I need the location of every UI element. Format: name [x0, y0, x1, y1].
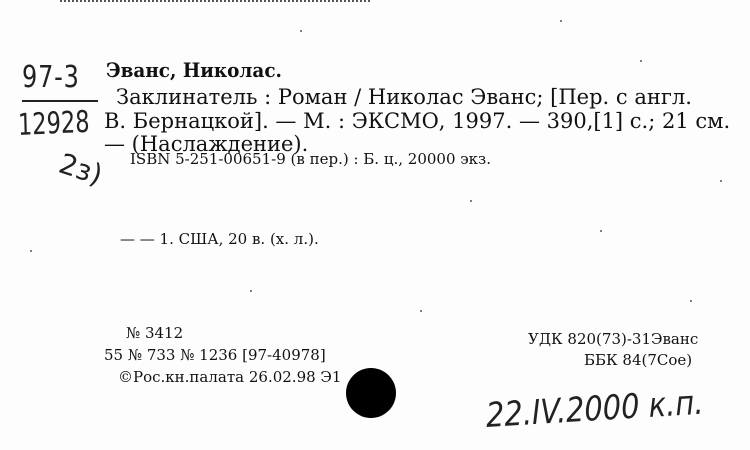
number-line-2: 55 № 733 № 1236 [97-40978]	[104, 346, 326, 364]
dust-speck	[720, 180, 722, 182]
dust-speck	[470, 200, 472, 202]
dust-speck	[690, 300, 692, 302]
author-heading: Эванс, Николас.	[106, 58, 282, 82]
dust-speck	[420, 310, 422, 312]
number-line-1: № 3412	[126, 324, 184, 342]
dust-speck	[250, 290, 252, 292]
dust-speck	[600, 230, 602, 232]
dust-speck	[30, 250, 32, 252]
dust-speck	[640, 60, 642, 62]
handwritten-divider	[22, 100, 98, 102]
subject-line: — — 1. США, 20 в. (х. л.).	[120, 230, 319, 248]
handwritten-mark: 2з)	[54, 146, 107, 192]
bbk-code: ББК 84(7Сое)	[584, 351, 693, 369]
udk-code: УДК 820(73)-31Эванс	[528, 330, 699, 348]
title-line-1: Заклинатель : Роман / Николас Эванс; [Пер. с англ.	[116, 85, 692, 109]
handwritten-date: 22.IV.2000 к.п.	[485, 382, 705, 436]
ink-blot	[346, 368, 396, 418]
dust-speck	[300, 30, 302, 32]
dust-speck	[560, 20, 562, 22]
title-line-2: В. Бернацкой]. — М. : ЭКСМО, 1997. — 390,[1] с.; 21 см.	[104, 109, 731, 133]
isbn-line: ISBN 5-251-00651-9 (в пер.) : Б. ц., 20000 экз.	[130, 150, 491, 168]
handwritten-classification: 97-3	[22, 60, 80, 95]
number-line-3: ©Рос.кн.палата 26.02.98 Э1	[118, 368, 342, 386]
title-line-3: — (Наслаждение).	[104, 132, 309, 156]
top-dotted-edge	[60, 0, 370, 4]
handwritten-inventory-number: 12928	[17, 104, 90, 143]
